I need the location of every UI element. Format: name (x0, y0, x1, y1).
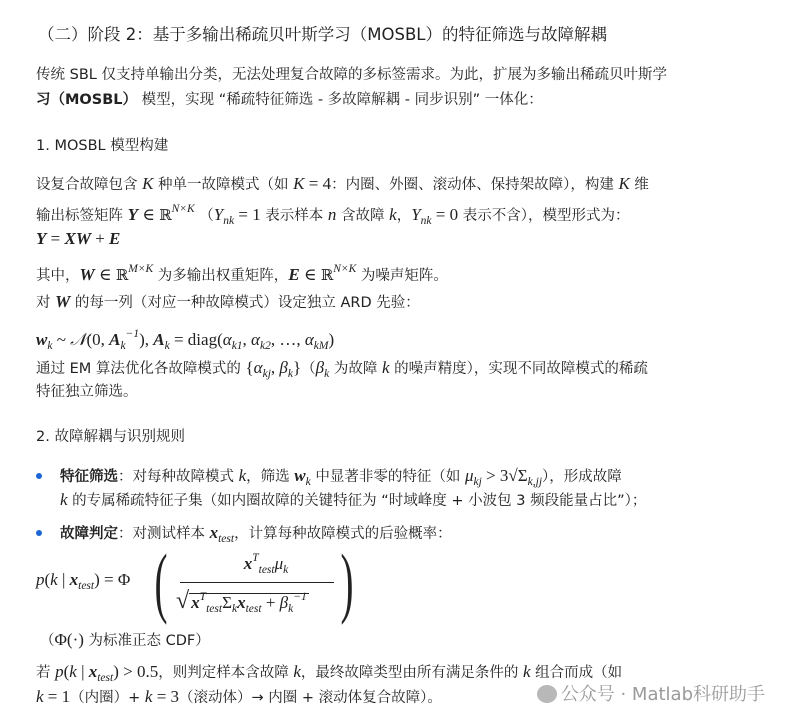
math-segment: k,jj (527, 476, 543, 488)
bullet-text (60, 523, 452, 545)
text-segment: 为噪声矩阵。 (356, 268, 448, 284)
text-segment: 表示不含），模型形式为： (458, 208, 630, 224)
math-segment: k (120, 340, 126, 352)
math-segment: ℝ (320, 266, 334, 284)
math-segment: ), (139, 330, 154, 349)
math-segment: Σ (222, 593, 232, 612)
math-segment: test (97, 672, 114, 684)
sqrt-content (189, 591, 309, 615)
text-segment: （ (301, 361, 316, 377)
intro-line-2 (36, 88, 769, 113)
text-segment: 输出标签矩阵 (36, 208, 128, 224)
math-segment: p (36, 570, 45, 589)
math-segment: | (57, 570, 70, 589)
formula-numerator (216, 552, 316, 576)
math-segment: test (245, 603, 262, 615)
text-segment: 表示样本 (260, 208, 328, 224)
math-segment: k (389, 205, 397, 224)
paragraph-line (36, 257, 769, 289)
math-segment: x (69, 570, 79, 589)
text-segment: 的噪声精度），实现不同故障模式的稀疏 (389, 361, 648, 377)
math-segment: Y (411, 205, 421, 224)
bullet-icon (36, 530, 42, 536)
text-segment: ，计算每种故障模式的后验概率： (234, 526, 452, 542)
text-segment: 为多输出权重矩阵， (153, 268, 289, 284)
text-segment: 特征独立筛选。 (36, 384, 138, 400)
math-segment: K (142, 174, 154, 193)
math-segment: ℝ (115, 266, 129, 284)
math-segment: Σ (517, 466, 528, 485)
math-segment: nk (223, 215, 235, 227)
math-segment: α (222, 330, 232, 349)
text-segment: 组合而成（如 (530, 665, 623, 681)
math-segment: α (304, 330, 314, 349)
math-segment: β (279, 593, 289, 612)
math-segment: = 0 (431, 205, 459, 224)
math-segment: E (288, 265, 300, 284)
math-segment: Y (213, 205, 224, 224)
text-segment: ：对每种故障模式 (118, 469, 239, 485)
equation-prior (36, 322, 769, 359)
bullet-continuation (36, 487, 769, 514)
math-segment: k (293, 662, 301, 681)
text-segment: 设复合故障包含 (36, 177, 143, 193)
math-segment: = 3 (152, 687, 180, 706)
math-segment: (0, (86, 330, 110, 349)
math-segment: β (279, 358, 288, 377)
text-segment: 对 (36, 295, 56, 311)
math-segment: x (209, 523, 219, 542)
math-segment: k (324, 368, 330, 380)
math-segment: ∈ (138, 205, 160, 224)
text-segment: 的专属稀疏特征子集（如内圈故障的关键特征为 “时域峰度 + 小波包 3 频段能量占比”）； (67, 493, 647, 509)
math-segment: , …, (270, 330, 305, 349)
text-segment: 其中， (36, 268, 80, 284)
math-segment: ℝ (159, 206, 172, 224)
text-segment: ：对测试样本 (118, 526, 210, 542)
math-segment: k (305, 476, 311, 488)
math-segment: = 1 (234, 205, 261, 224)
math-segment: ∈ (94, 265, 116, 284)
text-segment: ， (396, 208, 412, 224)
math-segment: k (287, 368, 293, 380)
math-segment: 𝒩 (70, 330, 87, 349)
math-segment: ( (63, 662, 70, 681)
math-segment: x (243, 554, 253, 573)
text-segment: 模型，实现 “稀疏特征筛选 - 多故障解耦 - 同步识别” 一体化： (137, 92, 543, 108)
math-segment: + (261, 593, 280, 612)
subsection-heading-2: 2. 故障解耦与识别规则 (36, 429, 185, 445)
math-segment: x (88, 662, 98, 681)
math-segment: kM (313, 340, 329, 352)
math-segment: W (55, 292, 71, 311)
math-segment: μ (464, 466, 474, 485)
text-segment: 习（MOSBL） (36, 92, 137, 108)
math-segment: XW (64, 229, 91, 248)
math-segment: test (78, 580, 95, 592)
math-segment: ) = Φ (94, 570, 131, 589)
wechat-icon (537, 685, 557, 703)
text-segment: 传统 SBL 仅支持单输出分类，无法处理复合故障的多标签需求。为此，扩展为 (36, 67, 537, 83)
text-segment: 种单一故障模式（如 (153, 177, 294, 193)
math-segment: T (252, 552, 259, 564)
text-segment: （内圈）+ (70, 690, 145, 706)
math-segment: β (315, 358, 325, 377)
math-segment: μ (274, 554, 284, 573)
math-segment: nk (420, 215, 432, 227)
math-segment: test (258, 564, 275, 576)
math-segment: + (90, 229, 110, 248)
text-segment: 通过 EM 算法优化各故障模式的 (36, 361, 246, 377)
math-segment: x (237, 593, 246, 612)
math-segment: = diag( (169, 330, 223, 349)
right-paren: ) (340, 538, 354, 625)
math-segment: N×K (171, 203, 195, 215)
math-segment: k (164, 340, 170, 352)
math-segment: x (191, 593, 200, 612)
math-segment: M×K (128, 263, 154, 275)
text-segment: ，最终故障类型由所有满足条件的 (300, 665, 523, 681)
math-segment: k (288, 603, 294, 615)
text-segment: ：内圈、外圈、滚动体、保持架故障），构建 (331, 177, 619, 193)
formula-denominator: √ $x^T_{test}\Sigma_kx_{test} + \beta_k^{-1}$ (176, 588, 307, 615)
math-segment: √ (508, 466, 518, 485)
math-segment: > 3 (481, 466, 509, 485)
math-segment: Φ(·) (54, 630, 84, 649)
math-segment: kj (262, 368, 271, 380)
math-segment: , (270, 358, 280, 377)
math-segment: = (46, 229, 65, 248)
left-paren: ( (154, 538, 168, 625)
math-segment: k (36, 687, 44, 706)
math-segment: k (144, 687, 153, 706)
math-segment: = 1 (43, 687, 71, 706)
math-segment: α (253, 358, 263, 377)
paragraph-line (36, 380, 769, 405)
math-segment: Y (127, 205, 138, 224)
math-segment: Y (36, 229, 47, 248)
math-segment: −1 (293, 591, 307, 603)
text-segment: 的每一列（对应一种故障模式）设定独立 ARD 先验： (70, 295, 420, 311)
math-segment: α (251, 330, 260, 349)
math-segment: ~ (52, 330, 71, 349)
math-segment: k (231, 603, 238, 615)
math-segment: k1 (231, 340, 243, 352)
math-segment: K (618, 174, 630, 193)
phi-note (40, 627, 769, 654)
math-segment: { (245, 358, 254, 377)
math-segment: p (55, 662, 64, 681)
text-segment: ，则判定样本含故障 (158, 665, 294, 681)
math-segment: n (327, 205, 337, 224)
math-segment: k (381, 358, 390, 377)
bullet-text (60, 466, 622, 488)
text-segment: 含故障 (336, 208, 390, 224)
math-segment: A (153, 330, 165, 349)
text-segment: 特征筛选 (60, 469, 118, 485)
watermark (537, 680, 765, 706)
math-segment: k (238, 466, 247, 485)
text-segment: 为故障 (329, 361, 382, 377)
watermark-text: 公众号 · Matlab科研助手 (560, 684, 765, 705)
equation-model (36, 226, 769, 252)
math-segment: K (293, 174, 305, 193)
formula-lhs (36, 570, 130, 592)
math-segment: W (79, 265, 95, 284)
math-segment: −1 (125, 328, 140, 340)
math-segment: ( (44, 570, 51, 589)
math-segment: , (242, 330, 252, 349)
math-segment: k (283, 564, 289, 576)
math-segment: N×K (333, 263, 357, 275)
section-title: （二）阶段 2：基于多输出稀疏贝叶斯学习（MOSBL）的特征筛选与故障解耦 (38, 25, 607, 44)
text-segment: （ (40, 633, 55, 649)
math-segment: k (60, 490, 68, 509)
paragraph-line (36, 289, 769, 316)
text-segment: （ (194, 208, 214, 224)
math-segment: } (293, 358, 302, 377)
math-segment: k (69, 662, 77, 681)
math-segment: k2 (259, 340, 271, 352)
math-segment: k (50, 570, 58, 589)
math-segment: ) > 0.5 (113, 662, 159, 681)
text-segment: 多输出稀疏贝叶斯学 (536, 67, 667, 83)
math-segment: = 4 (304, 174, 332, 193)
math-segment: k (47, 340, 53, 352)
text-segment: 为标准正态 CDF） (83, 633, 210, 649)
text-segment: 若 (36, 665, 56, 681)
text-segment: 中显著非零的特征（如 (310, 469, 465, 485)
intro-line-1 (36, 63, 769, 88)
text-segment: ），形成故障 (542, 469, 622, 485)
text-segment: 维 (629, 177, 649, 193)
math-segment: T (199, 591, 207, 603)
math-segment: w (36, 330, 48, 349)
math-segment: test (206, 603, 223, 615)
math-segment: k (522, 662, 531, 681)
fraction-bar (180, 582, 334, 583)
subsection-heading-1: 1. MOSBL 模型构建 (36, 138, 169, 154)
math-segment: E (109, 229, 121, 248)
text-segment: ，筛选 (246, 469, 295, 485)
text-segment: 故障判定 (60, 526, 118, 542)
math-segment: | (76, 662, 89, 681)
text-segment: （滚动体）→ 内圈 + 滚动体复合故障）。 (179, 690, 442, 706)
math-segment: A (109, 330, 121, 349)
paragraph-line (36, 171, 769, 198)
bullet-icon (36, 473, 42, 479)
math-segment: w (294, 466, 306, 485)
math-segment: kj (473, 476, 482, 488)
math-segment: test (218, 533, 235, 545)
math-segment: ) (328, 330, 335, 349)
math-segment: ∈ (299, 265, 321, 284)
posterior-formula (36, 538, 366, 625)
